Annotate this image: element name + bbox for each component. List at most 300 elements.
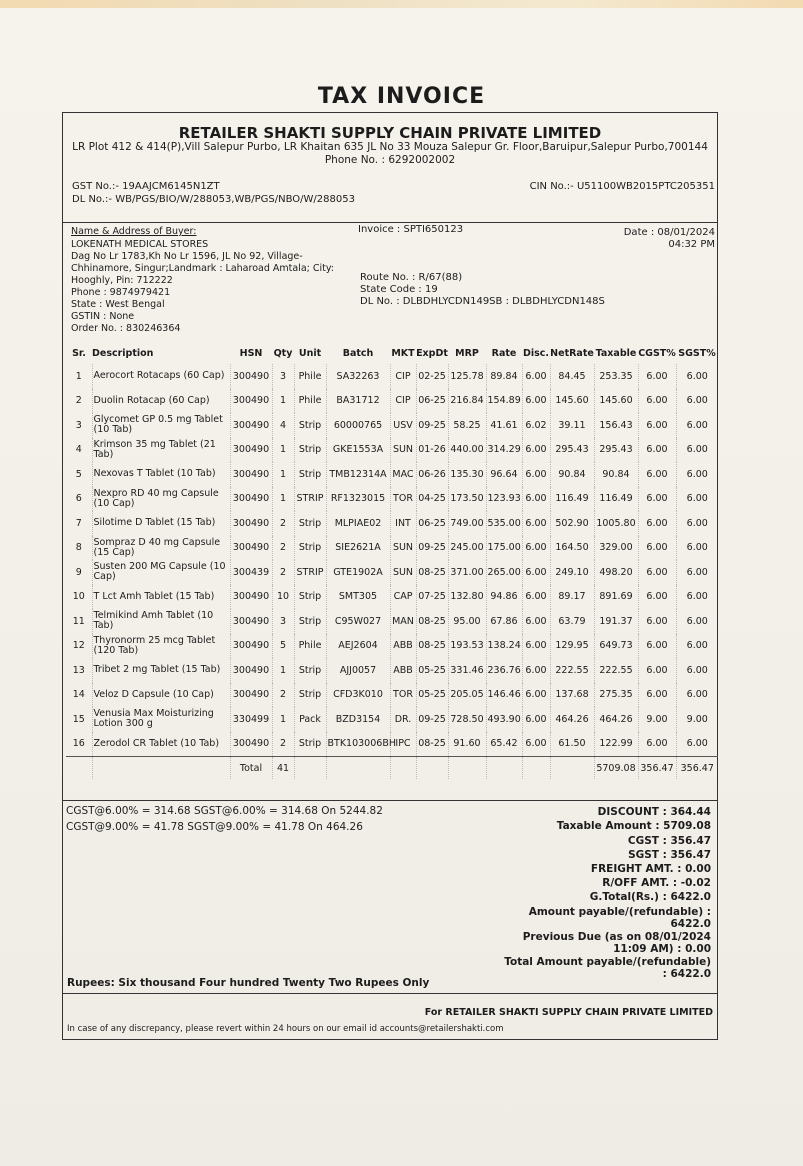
table-cell: TOR — [390, 487, 416, 512]
table-cell: 6.00 — [638, 462, 676, 487]
buyer-name: LOKENATH MEDICAL STORES — [71, 239, 209, 250]
table-cell: 175.00 — [486, 536, 522, 561]
table-row — [66, 438, 718, 463]
summary-total-payable-label: Total Amount payable/(refundable) — [504, 956, 711, 968]
table-cell: 498.20 — [594, 560, 638, 585]
table-cell: 09-25 — [416, 413, 448, 438]
table-cell: 1 — [272, 707, 294, 732]
summary-roff: R/OFF AMT. : -0.02 — [602, 877, 711, 889]
table-cell: 08-25 — [416, 732, 448, 757]
footer-note: In case of any discrepancy, please revert within 24 hours on our email id accounts@retailershakti.com — [67, 1024, 504, 1034]
table-cell: 156.43 — [594, 413, 638, 438]
table-cell: 535.00 — [486, 511, 522, 536]
table-cell: 4 — [272, 413, 294, 438]
table-cell: 300490 — [230, 683, 272, 708]
invoice-dl-number: DL No. : DLBDHLYCDN149SB : DLBDHLYCDN148S — [360, 296, 605, 307]
table-cell: 300490 — [230, 585, 272, 610]
summary-sgst: SGST : 356.47 — [628, 849, 711, 861]
table-cell: 6.00 — [638, 389, 676, 414]
table-cell: 09-25 — [416, 707, 448, 732]
table-cell: 649.73 — [594, 634, 638, 659]
table-cell: 295.43 — [550, 438, 594, 463]
table-cell: 6.00 — [522, 364, 550, 389]
table-cell: 222.55 — [594, 658, 638, 683]
table-cell: 6.00 — [676, 462, 718, 487]
table-cell: 137.68 — [550, 683, 594, 708]
table-cell: 90.84 — [594, 462, 638, 487]
table-cell: RF1323015 — [326, 487, 390, 512]
paper-edge — [0, 0, 803, 8]
table-header-row — [66, 342, 718, 364]
table-cell: 6.00 — [522, 707, 550, 732]
total-cgst: 356.47 — [638, 757, 676, 780]
table-cell: 135.30 — [448, 462, 486, 487]
table-cell: SUN — [390, 536, 416, 561]
col-header: HSN — [239, 347, 263, 359]
table-cell: 331.46 — [448, 658, 486, 683]
table-cell: 12 — [72, 640, 85, 652]
table-cell: Phile — [294, 634, 326, 659]
table-cell: IPC — [390, 732, 416, 757]
table-cell: 1 — [272, 462, 294, 487]
table-cell: 193.53 — [448, 634, 486, 659]
col-header: SGST% — [678, 347, 716, 359]
col-header: MRP — [455, 347, 479, 359]
summary-total-payable-value: : 6422.0 — [662, 968, 711, 980]
col-header: Qty — [273, 347, 293, 359]
table-cell: 300490 — [230, 634, 272, 659]
buyer-state: State : West Bengal — [71, 299, 165, 310]
table-cell: Strip — [294, 511, 326, 536]
table-cell: 90.84 — [550, 462, 594, 487]
document-title: TAX INVOICE — [317, 84, 486, 109]
table-cell: 371.00 — [448, 560, 486, 585]
table-cell: 6.00 — [676, 536, 718, 561]
table-row — [66, 634, 718, 659]
table-cell: GKE1553A — [326, 438, 390, 463]
table-cell: Strip — [294, 732, 326, 757]
table-cell: 6.00 — [676, 732, 718, 757]
table-cell: 300439 — [230, 560, 272, 585]
table-cell: 96.64 — [486, 462, 522, 487]
buyer-gstin: GSTIN : None — [71, 311, 135, 322]
table-cell: 9.00 — [676, 707, 718, 732]
table-cell: 222.55 — [550, 658, 594, 683]
table-row — [66, 683, 718, 708]
table-cell: 6.00 — [676, 560, 718, 585]
table-cell: 6.00 — [522, 658, 550, 683]
table-cell: 265.00 — [486, 560, 522, 585]
table-cell: 3 — [75, 419, 82, 431]
table-cell: 16 — [72, 738, 85, 750]
table-cell: 08-25 — [416, 634, 448, 659]
table-row — [66, 560, 718, 585]
table-cell: 06-26 — [416, 462, 448, 487]
table-cell: 300490 — [230, 536, 272, 561]
table-cell: SMT305 — [326, 585, 390, 610]
table-cell: 173.50 — [448, 487, 486, 512]
summary-grand-total: G.Total(Rs.) : 6422.0 — [589, 891, 711, 903]
table-cell: BA31712 — [326, 389, 390, 414]
total-qty: 41 — [272, 757, 294, 780]
table-cell: SA32263 — [326, 364, 390, 389]
summary-payable-value: 6422.0 — [670, 918, 711, 930]
table-row — [66, 389, 718, 414]
table-cell: 3 — [272, 609, 294, 634]
table-cell: 6.00 — [676, 658, 718, 683]
col-header: MKT — [391, 347, 415, 359]
table-cell: 253.35 — [594, 364, 638, 389]
table-cell: 15 — [72, 713, 85, 725]
table-cell: 300490 — [230, 658, 272, 683]
table-cell: 2 — [75, 395, 82, 407]
table-cell: 440.00 — [448, 438, 486, 463]
table-cell: 6.00 — [522, 732, 550, 757]
table-cell: 58.25 — [448, 413, 486, 438]
invoice-time: 04:32 PM — [668, 239, 715, 250]
summary-cgst: CGST : 356.47 — [627, 835, 711, 847]
table-cell: Nexpro RD 40 mg Capsule (10 Cap) — [92, 487, 230, 512]
table-cell: Telmikind Amh Tablet (10 Tab) — [92, 609, 230, 634]
table-cell: MAC — [390, 462, 416, 487]
summary-previous-due-label: Previous Due (as on 08/01/2024 — [522, 931, 711, 943]
table-cell: 6.02 — [522, 413, 550, 438]
table-cell: 6.00 — [522, 389, 550, 414]
items-body — [66, 364, 718, 757]
table-cell: Strip — [294, 413, 326, 438]
table-cell: 63.79 — [550, 609, 594, 634]
table-row — [66, 413, 718, 438]
divider-footer — [62, 993, 718, 994]
table-cell: 6.00 — [522, 438, 550, 463]
table-cell: ABB — [390, 634, 416, 659]
buyer-address-line-1: Dag No Lr 1783,Kh No Lr 1596, JL No 92, Village- — [71, 251, 303, 262]
col-header: CGST% — [638, 347, 676, 359]
table-cell: 300490 — [230, 732, 272, 757]
table-cell: Pack — [294, 707, 326, 732]
table-row — [66, 462, 718, 487]
company-phone: Phone No. : 6292002002 — [324, 154, 456, 166]
table-cell: 6.00 — [638, 609, 676, 634]
company-dl: DL No.:- WB/PGS/BIO/W/288053,WB/PGS/NBO/W/288053 — [72, 194, 355, 205]
table-cell: 1 — [75, 370, 82, 382]
table-cell: 2 — [272, 511, 294, 536]
table-cell: 6.00 — [676, 487, 718, 512]
table-cell: 95.00 — [448, 609, 486, 634]
buyer-heading: Name & Address of Buyer: — [71, 226, 197, 237]
table-cell: 6 — [75, 493, 82, 505]
table-cell: 6.00 — [676, 389, 718, 414]
table-cell: 2 — [272, 536, 294, 561]
authorised-signatory: For RETAILER SHAKTI SUPPLY CHAIN PRIVATE LIMITED — [424, 1007, 713, 1018]
table-cell: 89.84 — [486, 364, 522, 389]
table-row — [66, 658, 718, 683]
table-cell: Nexovas T Tablet (10 Tab) — [92, 462, 230, 487]
table-cell: 314.29 — [486, 438, 522, 463]
table-cell: 89.17 — [550, 585, 594, 610]
table-cell: 6.00 — [522, 536, 550, 561]
table-cell: 1 — [272, 487, 294, 512]
table-cell: 84.45 — [550, 364, 594, 389]
table-cell: Strip — [294, 658, 326, 683]
table-cell: 06-25 — [416, 389, 448, 414]
table-cell: DR. — [390, 707, 416, 732]
table-cell: Strip — [294, 585, 326, 610]
table-cell: TOR — [390, 683, 416, 708]
table-cell: SIE2621A — [326, 536, 390, 561]
table-cell: USV — [390, 413, 416, 438]
col-header: Disc. — [522, 347, 550, 359]
table-cell: 6.00 — [522, 683, 550, 708]
table-cell: 275.35 — [594, 683, 638, 708]
summary-payable-label: Amount payable/(refundable) : — [528, 906, 711, 918]
table-cell: 09-25 — [416, 536, 448, 561]
table-cell: 295.43 — [594, 438, 638, 463]
table-cell: Zerodol CR Tablet (10 Tab) — [92, 732, 230, 757]
company-name: RETAILER SHAKTI SUPPLY CHAIN PRIVATE LIMITED — [178, 124, 602, 142]
table-cell: 464.26 — [594, 707, 638, 732]
table-cell: C95W027 — [326, 609, 390, 634]
buyer-address-line-2: Chhinamore, Singur;Landmark : Laharoad Amtala; City: — [71, 263, 334, 274]
table-cell: 2 — [272, 683, 294, 708]
table-cell: 02-25 — [416, 364, 448, 389]
col-header: Unit — [298, 347, 322, 359]
table-cell: 236.76 — [486, 658, 522, 683]
table-cell: 61.50 — [550, 732, 594, 757]
summary-taxable: Taxable Amount : 5709.08 — [556, 820, 711, 832]
table-cell: Phile — [294, 389, 326, 414]
table-cell: 1 — [272, 389, 294, 414]
buyer-order-no: Order No. : 830246364 — [71, 323, 181, 334]
table-cell: BTK103006BH — [326, 732, 390, 757]
table-cell: 464.26 — [550, 707, 594, 732]
table-row — [66, 536, 718, 561]
divider-header — [62, 222, 718, 223]
table-cell: 330499 — [230, 707, 272, 732]
table-cell: 6.00 — [522, 511, 550, 536]
col-header: Batch — [342, 347, 374, 359]
table-row — [66, 585, 718, 610]
table-cell: 6.00 — [676, 438, 718, 463]
table-cell: SUN — [390, 560, 416, 585]
table-cell: Susten 200 MG Capsule (10 Cap) — [92, 560, 230, 585]
table-cell: 216.84 — [448, 389, 486, 414]
table-cell: 6.00 — [676, 683, 718, 708]
table-cell: 05-25 — [416, 658, 448, 683]
table-cell: 123.93 — [486, 487, 522, 512]
table-cell: 6.00 — [522, 462, 550, 487]
table-cell: STRIP — [294, 487, 326, 512]
table-cell: 9 — [75, 566, 82, 578]
table-cell: 300490 — [230, 364, 272, 389]
table-cell: 122.99 — [594, 732, 638, 757]
table-cell: 6.00 — [522, 560, 550, 585]
table-cell: 41.61 — [486, 413, 522, 438]
table-cell: 6.00 — [676, 609, 718, 634]
table-cell: 125.78 — [448, 364, 486, 389]
amount-in-words: Rupees: Six thousand Four hundred Twenty Two Rupees Only — [67, 977, 430, 989]
table-cell: BZD3154 — [326, 707, 390, 732]
table-cell: 6.00 — [522, 634, 550, 659]
table-cell: INT — [390, 511, 416, 536]
table-row — [66, 487, 718, 512]
table-cell: Duolin Rotacap (60 Cap) — [92, 389, 230, 414]
table-cell: CIP — [390, 389, 416, 414]
table-row — [66, 364, 718, 389]
table-cell: 3 — [272, 364, 294, 389]
table-cell: 65.42 — [486, 732, 522, 757]
company-gst: GST No.:- 19AAJCM6145N1ZT — [72, 181, 220, 192]
table-cell: 6.00 — [638, 364, 676, 389]
table-cell: 502.90 — [550, 511, 594, 536]
table-cell: T Lct Amh Tablet (15 Tab) — [92, 585, 230, 610]
table-cell: 154.89 — [486, 389, 522, 414]
table-cell: Aerocort Rotacaps (60 Cap) — [92, 364, 230, 389]
table-cell: 6.00 — [638, 585, 676, 610]
table-cell: 06-25 — [416, 511, 448, 536]
table-row — [66, 511, 718, 536]
table-cell: Strip — [294, 438, 326, 463]
col-header: Rate — [491, 347, 517, 359]
table-cell: 10 — [72, 591, 85, 603]
table-cell: CIP — [390, 364, 416, 389]
table-cell: 08-25 — [416, 609, 448, 634]
table-cell: 300490 — [230, 413, 272, 438]
table-cell: Glycomet GP 0.5 mg Tablet (10 Tab) — [92, 413, 230, 438]
table-cell: 728.50 — [448, 707, 486, 732]
table-cell: Strip — [294, 462, 326, 487]
table-cell: 6.00 — [638, 413, 676, 438]
buyer-phone: Phone : 9874979421 — [71, 287, 171, 298]
table-cell: 132.80 — [448, 585, 486, 610]
col-header: NetRate — [550, 347, 594, 359]
table-cell: Krimson 35 mg Tablet (21 Tab) — [92, 438, 230, 463]
table-cell: 94.86 — [486, 585, 522, 610]
table-cell: 91.60 — [448, 732, 486, 757]
table-cell: 6.00 — [676, 634, 718, 659]
table-cell: Thyronorm 25 mcg Tablet (120 Tab) — [92, 634, 230, 659]
table-cell: TMB12314A — [326, 462, 390, 487]
table-cell: ABB — [390, 658, 416, 683]
items-table — [66, 342, 718, 779]
divider-summary — [62, 800, 718, 801]
table-cell: Venusia Max Moisturizing Lotion 300 g — [92, 707, 230, 732]
table-cell: 05-25 — [416, 683, 448, 708]
table-row — [66, 707, 718, 732]
table-cell: Tribet 2 mg Tablet (15 Tab) — [92, 658, 230, 683]
table-cell: 4 — [75, 444, 82, 456]
table-cell: 164.50 — [550, 536, 594, 561]
table-cell: MLPIAE02 — [326, 511, 390, 536]
company-address: LR Plot 412 & 414(P),Vill Salepur Purbo, LR Khaitan 635 JL No 33 Mouza Salepur Gr. Floor,Baruipur,Salepur Purbo,700144 — [72, 141, 708, 153]
table-cell: 6.00 — [676, 413, 718, 438]
table-cell: 5 — [75, 468, 82, 480]
table-cell: Strip — [294, 536, 326, 561]
table-cell: CFD3K010 — [326, 683, 390, 708]
table-cell: 1 — [272, 658, 294, 683]
table-cell: GTE1902A — [326, 560, 390, 585]
table-cell: 6.00 — [638, 438, 676, 463]
table-cell: 191.37 — [594, 609, 638, 634]
table-cell: STRIP — [294, 560, 326, 585]
table-cell: 6.00 — [638, 511, 676, 536]
table-cell: SUN — [390, 438, 416, 463]
table-cell: 493.90 — [486, 707, 522, 732]
table-cell: Strip — [294, 683, 326, 708]
table-cell: 6.00 — [522, 487, 550, 512]
col-header: Sr. — [72, 347, 86, 359]
table-cell: 891.69 — [594, 585, 638, 610]
table-cell: 329.00 — [594, 536, 638, 561]
summary-discount: DISCOUNT : 364.44 — [597, 806, 711, 818]
table-cell: 60000765 — [326, 413, 390, 438]
table-cell: 10 — [272, 585, 294, 610]
summary-freight: FREIGHT AMT. : 0.00 — [590, 863, 711, 875]
table-cell: 300490 — [230, 511, 272, 536]
table-cell: Silotime D Tablet (15 Tab) — [92, 511, 230, 536]
table-cell: 6.00 — [638, 487, 676, 512]
table-cell: Veloz D Capsule (10 Cap) — [92, 683, 230, 708]
table-cell: 300490 — [230, 462, 272, 487]
table-cell: 145.60 — [594, 389, 638, 414]
table-cell: 749.00 — [448, 511, 486, 536]
table-row — [66, 732, 718, 757]
gst-breakup-line: CGST@6.00% = 314.68 SGST@6.00% = 314.68 On 5244.82 — [66, 805, 383, 817]
total-label: Total — [230, 757, 272, 780]
table-cell: 9.00 — [638, 707, 676, 732]
table-cell: 245.00 — [448, 536, 486, 561]
summary-previous-due-value: 11:09 AM) : 0.00 — [613, 943, 711, 955]
table-cell: 6.00 — [522, 585, 550, 610]
table-cell: 8 — [75, 542, 82, 554]
table-row — [66, 609, 718, 634]
table-cell: 6.00 — [638, 536, 676, 561]
table-cell: CAP — [390, 585, 416, 610]
route-number: Route No. : R/67(88) — [360, 272, 463, 283]
table-cell: Strip — [294, 609, 326, 634]
table-cell: 146.46 — [486, 683, 522, 708]
table-cell: AEJ2604 — [326, 634, 390, 659]
table-cell: 1005.80 — [594, 511, 638, 536]
table-cell: 6.00 — [676, 511, 718, 536]
col-header: ExpDt — [416, 347, 448, 359]
table-cell: 6.00 — [676, 585, 718, 610]
table-cell: AJJ0057 — [326, 658, 390, 683]
state-code: State Code : 19 — [360, 284, 438, 295]
table-cell: 138.24 — [486, 634, 522, 659]
table-cell: 11 — [72, 615, 85, 627]
table-cell: 6.00 — [638, 683, 676, 708]
table-cell: 6.00 — [638, 658, 676, 683]
total-taxable: 5709.08 — [594, 757, 638, 780]
table-cell: 6.00 — [638, 634, 676, 659]
table-cell: 300490 — [230, 487, 272, 512]
table-cell: 129.95 — [550, 634, 594, 659]
company-cin: CIN No.:- U51100WB2015PTC205351 — [529, 181, 715, 192]
table-cell: 2 — [272, 732, 294, 757]
table-cell: 300490 — [230, 389, 272, 414]
table-cell: 145.60 — [550, 389, 594, 414]
table-cell: 6.00 — [638, 732, 676, 757]
table-cell: 116.49 — [550, 487, 594, 512]
table-cell: 2 — [272, 560, 294, 585]
table-cell: Sompraz D 40 mg Capsule (15 Cap) — [92, 536, 230, 561]
table-cell: 01-26 — [416, 438, 448, 463]
col-header: Taxable — [595, 347, 637, 359]
total-sgst: 356.47 — [676, 757, 718, 780]
invoice-number: Invoice : SPTI650123 — [358, 224, 464, 235]
table-cell: 205.05 — [448, 683, 486, 708]
